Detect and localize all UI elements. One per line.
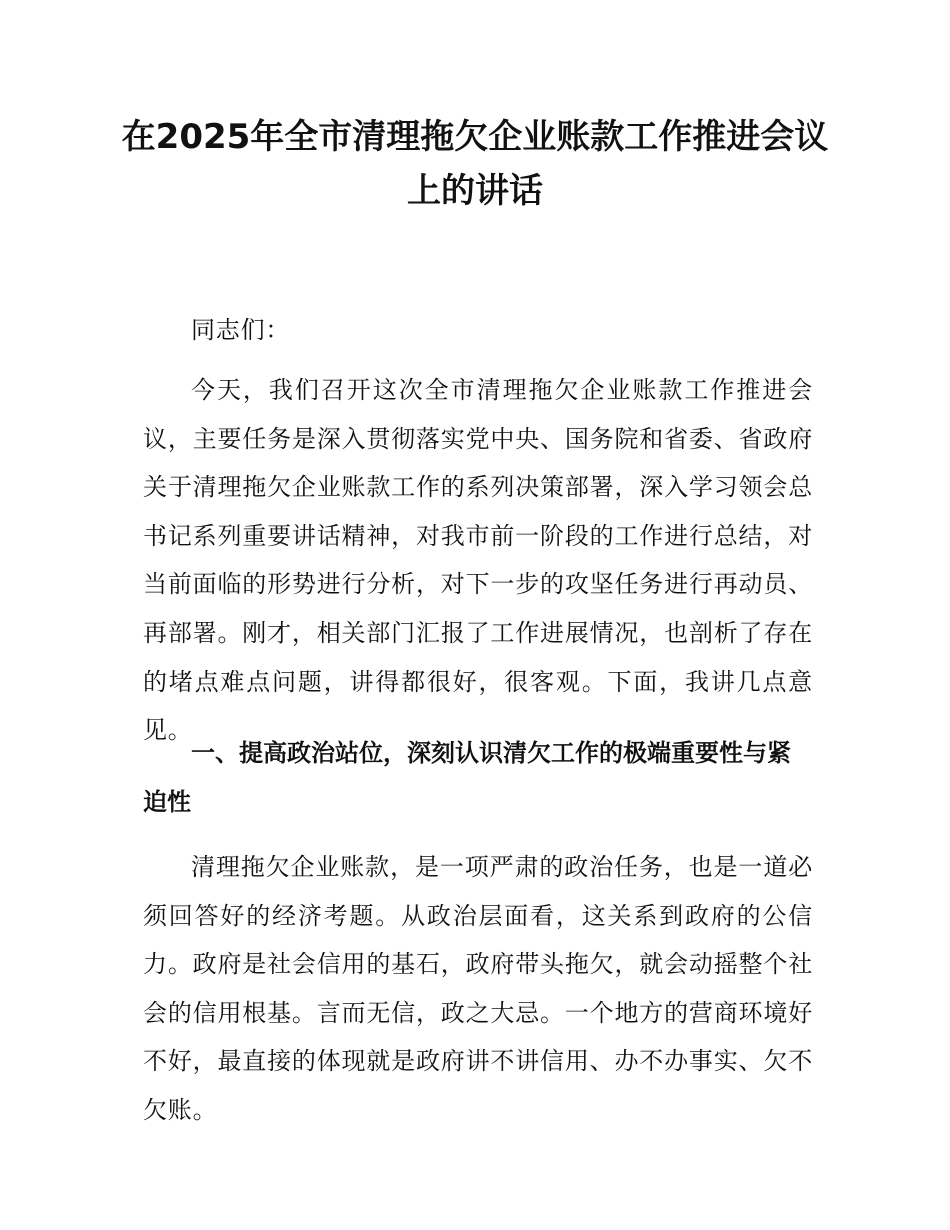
section-heading-1: 一、提高政治站位，深刻认识清欠工作的极端重要性与紧迫性: [143, 739, 791, 816]
document-title: 在2025年全市清理拖欠企业账款工作推进会议上的讲话: [121, 117, 829, 211]
paragraph-opening: 今天，我们召开这次全市清理拖欠企业账款工作推进会议，主要任务是深入贯彻落实党中央、国务院和省委、省政府关于清理拖欠企业账款工作的系列决策部署，深入学习领会总书记系列重要讲话精神，对我市前一阶段的工作进行总结，对当前面临的形势进行分析，对下一步的攻坚任务进行再动员、再部署。刚才，相关部门汇报了工作进展情况，也剖析了存在的堵点难点问题，讲得都很好，很客观。下面，我讲几点意见。: [143, 376, 813, 745]
paragraph-section-1: 清理拖欠企业账款，是一项严肃的政治任务，也是一道必须回答好的经济考题。从政治层面看，这关系到政府的公信力。政府是社会信用的基石，政府带头拖欠，就会动摇整个社会的信用根基。言而无信，政之大忌。一个地方的营商环境好不好，最直接的体现就是政府讲不讲信用、办不办事实、欠不欠账。: [143, 853, 813, 1124]
salutation: 同志们：: [191, 316, 291, 344]
